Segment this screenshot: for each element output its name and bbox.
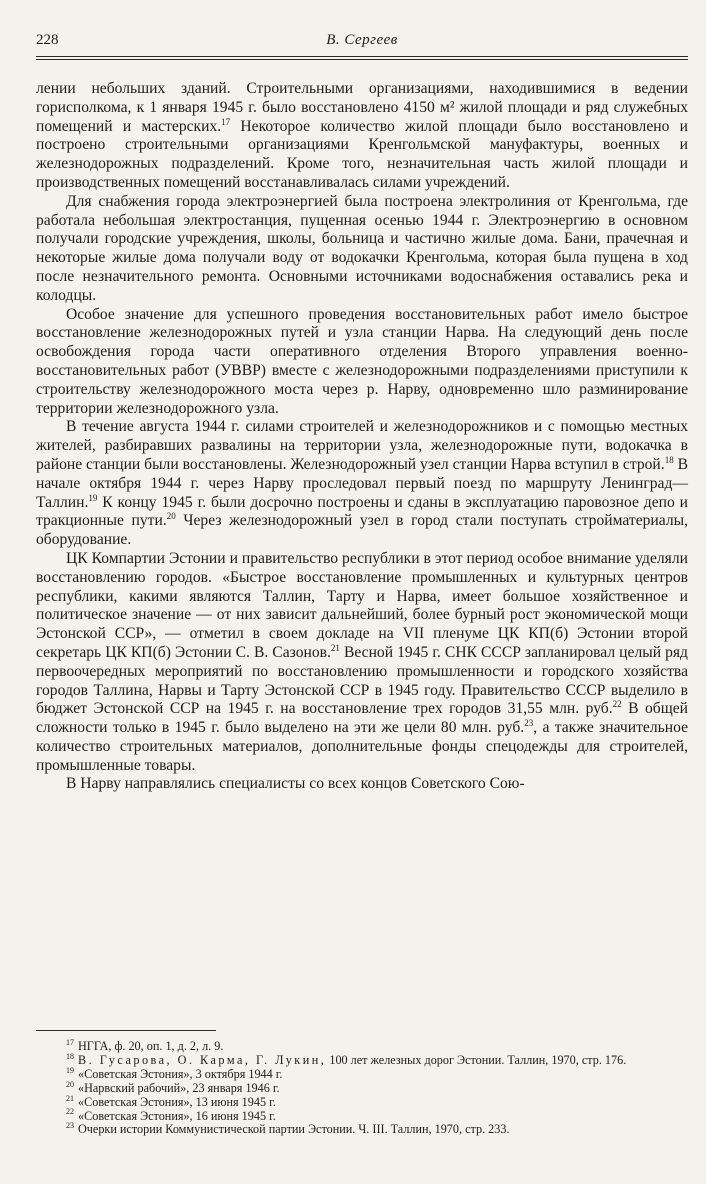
running-head: В. Сергеев <box>326 32 398 48</box>
footnote-text: «Советская Эстония», 3 октября 1944 г. <box>78 1066 283 1081</box>
footnote-number: 22 <box>66 1107 74 1117</box>
footnote-number: 17 <box>66 1037 74 1047</box>
paragraph-text: В Нарву направлялись специалисты со всех концов Советского Сою- <box>66 775 525 793</box>
page <box>36 30 689 1137</box>
page-header <box>36 30 688 54</box>
footnote-ref: 22 <box>612 699 622 710</box>
paragraph-text: К концу 1945 г. были досрочно построены и сданы в эксплуатацию паровозное депо и тракционные пути. <box>36 493 688 530</box>
paragraph-text: Особое значение для успешного проведения восстановительных работ имело быстрое восстановление железнодорожных путей и узла станции Нарва. На следующий день после освобождения города части оперативного отделения Второго управления военно-восстановительных работ (УВВР) вместе с железнодорожными подразделениями приступили к строительству железнодорожного моста через р. Нарву, одновременно шло разминирование территории железнодорожного узла. <box>36 305 688 417</box>
header-rule <box>36 56 688 57</box>
page-number: 228 <box>36 32 59 48</box>
footnote <box>36 1051 688 1068</box>
footnote-text: 100 лет железных дорог Эстонии. Таллин, 1970, стр. 176. <box>326 1052 627 1067</box>
footnote-rule <box>36 1030 216 1031</box>
footnote-text: Очерки истории Коммунистической партии Эстонии. Ч. III. Таллин, 1970, стр. 233. <box>78 1122 510 1137</box>
footnote-text: «Советская Эстония», 16 июня 1945 г. <box>78 1108 276 1123</box>
footnote-ref: 20 <box>166 511 176 522</box>
footnote <box>36 1065 688 1082</box>
paragraph <box>36 775 688 794</box>
body-text <box>36 80 688 794</box>
paragraph <box>36 80 688 193</box>
paragraph-text: ЦК Компартии Эстонии и правительство республики в этот период особое внимание уделяли восстановлению городов. «Быстрое восстановление промышленных и культурных центров республики, какими являются Таллин, Тарту и Нарва, имеет большое хозяйственное и политическое значение — от них зависит дальнейший, более бурный рост экономической мощи Эстонской ССР», — отметил в своем докладе на VII пленуме ЦК КП(б) Эстонии второй секретарь ЦК КП(б) Эстонии С. В. Сазонов. <box>36 549 688 661</box>
paragraph-text: , а также значительное количество строительных материалов, дополнительные фонды спецодежды для строителей, промышленные товары. <box>36 719 688 774</box>
paragraph <box>36 306 688 419</box>
paragraph <box>36 193 688 306</box>
footnote-number: 21 <box>66 1093 74 1103</box>
footnote <box>36 1037 688 1054</box>
footnote-number: 18 <box>66 1051 74 1061</box>
footnote-ref: 19 <box>88 492 98 503</box>
paragraph-text: Весной 1945 г. СНК СССР запланировал целый ряд первоочередных мероприятий по восстановлению промышленности и городского хозяйства городов Таллина, Нарвы и Тарту Эстонской ССР в 1945 году. Правительство СССР выделило в бюджет Эстонской ССР на 1945 г. на восстановление трех городов 31,55 млн. руб. <box>36 643 688 718</box>
footnote-ref: 18 <box>664 454 674 465</box>
footnote-ref: 17 <box>221 116 231 127</box>
header-rule-double <box>36 59 688 60</box>
footnote <box>36 1093 688 1110</box>
footnote-number: 23 <box>66 1121 74 1131</box>
footnote-text: НГГА, ф. 20, оп. 1, д. 2, л. 9. <box>78 1039 224 1053</box>
footnotes <box>36 1037 688 1137</box>
footnote <box>36 1079 688 1096</box>
paragraph-text: Через железнодорожный узел в город стали поступать стройматериалы, оборудование. <box>36 512 688 549</box>
paragraph-text: лении небольших зданий. Строительными организациями, находившимися в ведении горисполкома, к 1 января 1945 г. было восстановлено 4150 м² жилой площади и ряд служебных помещений и мастерских. <box>36 80 688 135</box>
paragraph <box>36 550 688 776</box>
footnote-ref: 23 <box>524 717 534 728</box>
paragraph-text: Для снабжения города электроэнергией была построена электролиния от Кренгольма, где работала небольшая электростанция, пущенная осенью 1944 г. Электроэнергию в основном получали городские учреждения, школы, больница и частично жилые дома. Бани, прачечная и некоторые жилые дома получали воду от водокачки Кренгольма, которая была пущена в ход после незначительного ремонта. Основными источниками водоснабжения оставались река и колодцы. <box>36 192 688 304</box>
footnote-text: «Нарвский рабочий», 23 января 1946 г. <box>78 1080 280 1095</box>
paragraph <box>36 418 688 550</box>
paragraph-text: В общей сложности только в 1945 г. было выделено на эти же цели 80 млн. руб. <box>36 700 689 737</box>
footnote-number: 19 <box>66 1065 74 1075</box>
footnote-authors: В. Гусарова, О. Карма, Г. Лукин, <box>78 1052 327 1067</box>
paragraph-text: В начале октября 1944 г. через Нарву проследовал первый поезд по маршруту Ленинград—Таллин. <box>36 455 688 511</box>
footnote <box>36 1123 688 1137</box>
footnote-number: 20 <box>66 1079 74 1089</box>
footnote-text: «Советская Эстония», 13 июня 1945 г. <box>78 1094 276 1109</box>
footnote-ref: 21 <box>330 642 340 653</box>
paragraph-text: В течение августа 1944 г. силами строителей и железнодорожников и с помощью местных жителей, разбиравших развалины на территории узла, железнодорожные пути, водокачка в районе станции были восстановлены. Железнодорожный узел станции Нарва вступил в строй. <box>36 418 688 473</box>
paragraph-text: Некоторое количество жилой площади было восстановлено и построено строительными организациями Кренгольмской мануфактуры, военных и железнодорожных подразделений. Кроме того, незначительная часть жилой площади и производственных помещений восстанавливалась силами учреждений. <box>36 117 688 191</box>
